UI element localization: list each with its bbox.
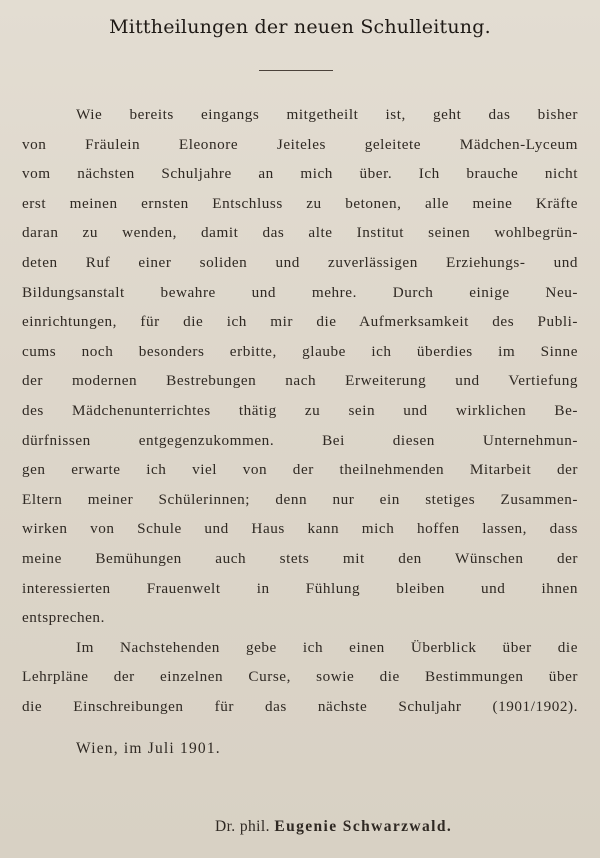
- text-line: erst meinen ernsten Entschluss zu betonen, alle meine Kräfte: [22, 194, 578, 212]
- signature-title: Dr. phil.: [215, 818, 270, 835]
- page-title: Mittheilungen der neuen Schulleitung.: [109, 16, 491, 38]
- signature-name: Eugenie Schwarzwald.: [274, 818, 453, 835]
- text-line: des Mädchenunterrichtes thätig zu sein und wirklichen Be-: [22, 401, 578, 419]
- text-line: daran zu wenden, damit das alte Institut seinen wohlbegrün-: [22, 224, 578, 242]
- text-line: interessierten Frauenwelt in Fühlung bleiben und ihnen: [22, 579, 578, 597]
- text-line: gen erwarte ich viel von der theilnehmenden Mitarbeit der: [22, 461, 578, 479]
- text-line: wirken von Schule und Haus kann mich hoffen lassen, dass: [22, 520, 578, 538]
- text-line: dürfnissen entgegenzukommen. Bei diesen Unternehmun-: [22, 431, 578, 449]
- text-line: entsprechen.: [22, 609, 105, 627]
- text-line: Lehrpläne der einzelnen Curse, sowie die Bestimmungen über: [22, 668, 578, 686]
- text-line: cums noch besonders erbitte, glaube ich überdies im Sinne: [22, 342, 578, 360]
- announcement-body: [22, 100, 578, 721]
- signature: [215, 818, 452, 836]
- text-line: Im Nachstehenden gebe ich einen Überblick über die: [76, 638, 578, 656]
- text-line: vom nächsten Schuljahre an mich über. Ich brauche nicht: [22, 165, 578, 183]
- text-line: Wie bereits eingangs mitgetheilt ist, geht das bisher: [76, 106, 578, 123]
- title-divider: [259, 70, 333, 71]
- text-line: meine Bemühungen auch stets mit den Wünschen der: [22, 549, 578, 567]
- text-line: deten Ruf einer soliden und zuverlässigen Erziehungs- und: [22, 253, 578, 271]
- place-and-date: Wien, im Juli 1901.: [76, 740, 221, 757]
- text-line: der modernen Bestrebungen nach Erweiterung und Vertiefung: [22, 372, 578, 390]
- text-line: Eltern meiner Schülerinnen; denn nur ein stetiges Zusammen-: [22, 490, 578, 508]
- text-line: von Fräulein Eleonore Jeiteles geleitete Mädchen-Lyceum: [22, 135, 578, 153]
- text-line: die Einschreibungen für das nächste Schuljahr (1901/1902).: [22, 697, 578, 715]
- text-line: Bildungsanstalt bewahre und mehre. Durch einige Neu-: [22, 283, 578, 301]
- text-line: einrichtungen, für die ich mir die Aufmerksamkeit des Publi-: [22, 313, 578, 331]
